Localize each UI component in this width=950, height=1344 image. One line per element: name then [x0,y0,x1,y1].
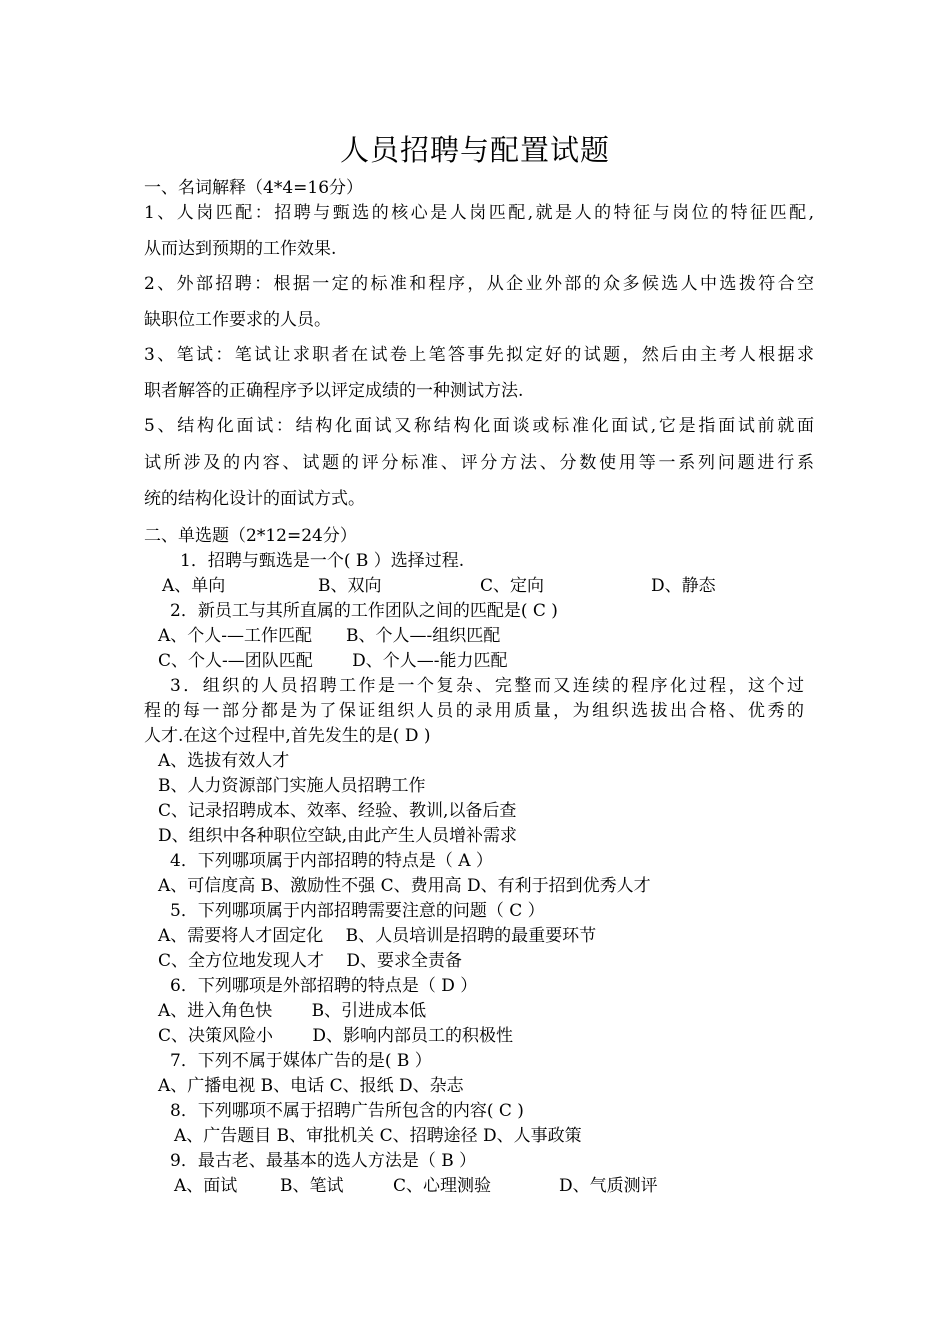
definition-5-line-1: 5、结构化面试：结构化面试又称结构化面谈或标准化面试,它是指面试前就面 [144,416,814,436]
definition-3-line-2: 职者解答的正确程序予以评定成绩的一种测试方法. [144,381,524,401]
definition-5-line-2: 试所涉及的内容、试题的评分标准、评分方法、分数使用等一系列问题进行系 [144,453,814,473]
question-1-option-d: D、静态 [651,576,716,596]
question-9-option-d: D、气质测评 [559,1176,658,1196]
question-2-stem: 2．新员工与其所直属的工作团队之间的匹配是( C ) [170,601,558,621]
definition-1-line-1: 1、人岗匹配：招聘与甄选的核心是人岗匹配,就是人的特征与岗位的特征匹配, [144,203,814,223]
question-3-option-a: A、选拔有效人才 [158,751,290,771]
question-1-stem: 1．招聘与甄选是一个( B ）选择过程. [180,551,465,571]
question-7-stem: 7．下列不属于媒体广告的是( B ） [170,1051,432,1071]
question-9-option-a: A、面试 [174,1176,238,1196]
question-5-options-row-1: A、需要将人才固定化 B、人员培训是招聘的最重要环节 [158,926,597,946]
question-5-stem: 5．下列哪项属于内部招聘需要注意的问题（ C ） [170,901,545,921]
question-3-stem-line-3: 人才.在这个过程中,首先发生的是( D ) [144,726,431,746]
question-9-stem: 9．最古老、最基本的选人方法是（ B ） [170,1151,477,1171]
question-9-options [174,1174,844,1198]
question-9-option-c: C、心理测验 [393,1176,492,1196]
section-heading-single-choice: 二、单选题（2*12=24分） [144,526,357,546]
definition-2-line-2: 缺职位工作要求的人员。 [144,310,331,330]
question-6-stem: 6．下列哪项是外部招聘的特点是（ D ） [170,976,478,996]
question-3-option-c: C、记录招聘成本、效率、经验、教训,以备后查 [158,801,517,821]
question-3-stem-line-1: 3．组织的人员招聘工作是一个复杂、完整而又连续的程序化过程，这个过 [170,676,804,696]
question-8-stem: 8．下列哪项不属于招聘广告所包含的内容( C ) [170,1101,524,1121]
question-3-stem-line-2: 程的每一部分都是为了保证组织人员的录用质量，为组织选拔出合格、优秀的 [144,701,804,721]
definition-5-line-3: 统的结构化设计的面试方式。 [144,489,365,509]
question-4-options: A、可信度高 B、激励性不强 C、费用高 D、有利于招到优秀人才 [158,876,651,896]
question-1-option-c: C、定向 [480,576,545,596]
question-2-options-row-2: C、个人-—团队匹配 D、个人—-能力匹配 [158,651,508,671]
question-5-options-row-2: C、全方位地发现人才 D、要求全责备 [158,951,463,971]
page-title: 人员招聘与配置试题 [339,133,610,167]
question-7-options: A、广播电视 B、电话 C、报纸 D、杂志 [158,1076,464,1096]
question-3-option-b: B、人力资源部门实施人员招聘工作 [158,776,426,796]
section-heading-definitions: 一、名词解释（4*4=16分） [144,178,364,198]
question-1-option-a: A、单向 [162,576,226,596]
definition-3-line-1: 3、笔试：笔试让求职者在试卷上笔答事先拟定好的试题，然后由主考人根据求 [144,345,814,365]
definition-2-line-1: 2、外部招聘：根据一定的标准和程序，从企业外部的众多候选人中选拨符合空 [144,274,814,294]
question-3-option-d: D、组织中各种职位空缺,由此产生人员增补需求 [158,826,518,846]
question-1-option-b: B、双向 [318,576,382,596]
question-1-options [162,574,832,598]
question-6-options-row-2: C、决策风险小 D、影响内部员工的积极性 [158,1026,514,1046]
question-2-options-row-1: A、个人-—工作匹配 B、个人—-组织匹配 [158,626,501,646]
definition-1-line-2: 从而达到预期的工作效果. [144,239,337,259]
question-4-stem: 4．下列哪项属于内部招聘的特点是（ A ） [170,851,493,871]
question-9-option-b: B、笔试 [280,1176,344,1196]
question-8-options: A、广告题目 B、审批机关 C、招聘途径 D、人事政策 [174,1126,582,1146]
question-6-options-row-1: A、进入角色快 B、引进成本低 [158,1001,427,1021]
